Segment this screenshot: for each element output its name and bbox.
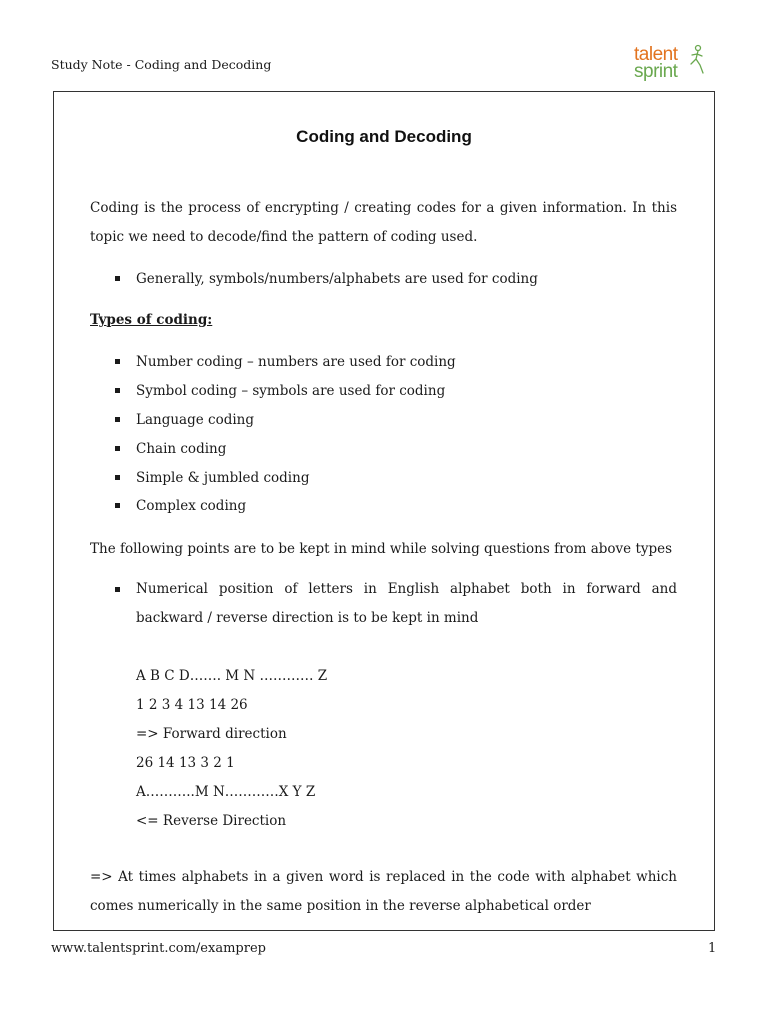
bullet-marker [115, 388, 120, 393]
forward-numbers: 1 2 3 4 13 14 26 [136, 697, 248, 713]
reverse-letters: A………..M N…………X Y Z [136, 784, 316, 800]
closing-note: => At times alphabets in a given word is replaced in the code with alphabet which comes numerically in the same position in the reverse alphabetical order [90, 869, 677, 914]
type-item-language-coding: Language coding [136, 412, 254, 428]
forward-label: => Forward direction [136, 726, 287, 742]
logo-line-sprint: sprint [634, 61, 678, 82]
bullet-marker [115, 417, 120, 422]
reverse-label: <= Reverse Direction [136, 813, 287, 829]
talentsprint-logo [634, 44, 714, 84]
type-item-number-coding: Number coding – numbers are used for coding [136, 354, 456, 370]
forward-letters: A B C D……. M N ………… Z [136, 668, 328, 684]
page-title: Coding and Decoding [296, 127, 472, 146]
bullet-marker [115, 503, 120, 508]
bullet-marker [115, 276, 120, 281]
points-bullet: Numerical position of letters in English alphabet both in forward and backward / reverse direction is to be kept in mind [136, 581, 677, 626]
type-item-simple-jumbled-coding: Simple & jumbled coding [136, 470, 310, 486]
reverse-numbers: 26 14 13 3 2 1 [136, 755, 235, 771]
runner-icon [687, 44, 707, 76]
type-item-complex-coding: Complex coding [136, 498, 247, 514]
header-title: Study Note - Coding and Decoding [51, 57, 272, 72]
points-intro: The following points are to be kept in mind while solving questions from above types [90, 541, 673, 557]
page-number: 1 [708, 941, 717, 956]
bullet-marker [115, 587, 120, 592]
bullet-marker [115, 446, 120, 451]
intro-paragraph: Coding is the process of encrypting / creating codes for a given information. In this topic we need to decode/find the pattern of coding used. [90, 200, 677, 245]
type-item-symbol-coding: Symbol coding – symbols are used for coding [136, 383, 446, 399]
bullet-marker [115, 359, 120, 364]
logo-line-talent: talent [634, 44, 678, 65]
footer-url[interactable]: www.talentsprint.com/examprep [51, 941, 266, 956]
type-item-chain-coding: Chain coding [136, 441, 227, 457]
bullet-marker [115, 475, 120, 480]
intro-bullet: Generally, symbols/numbers/alphabets are used for coding [136, 271, 538, 287]
types-heading: Types of coding: [90, 312, 213, 328]
